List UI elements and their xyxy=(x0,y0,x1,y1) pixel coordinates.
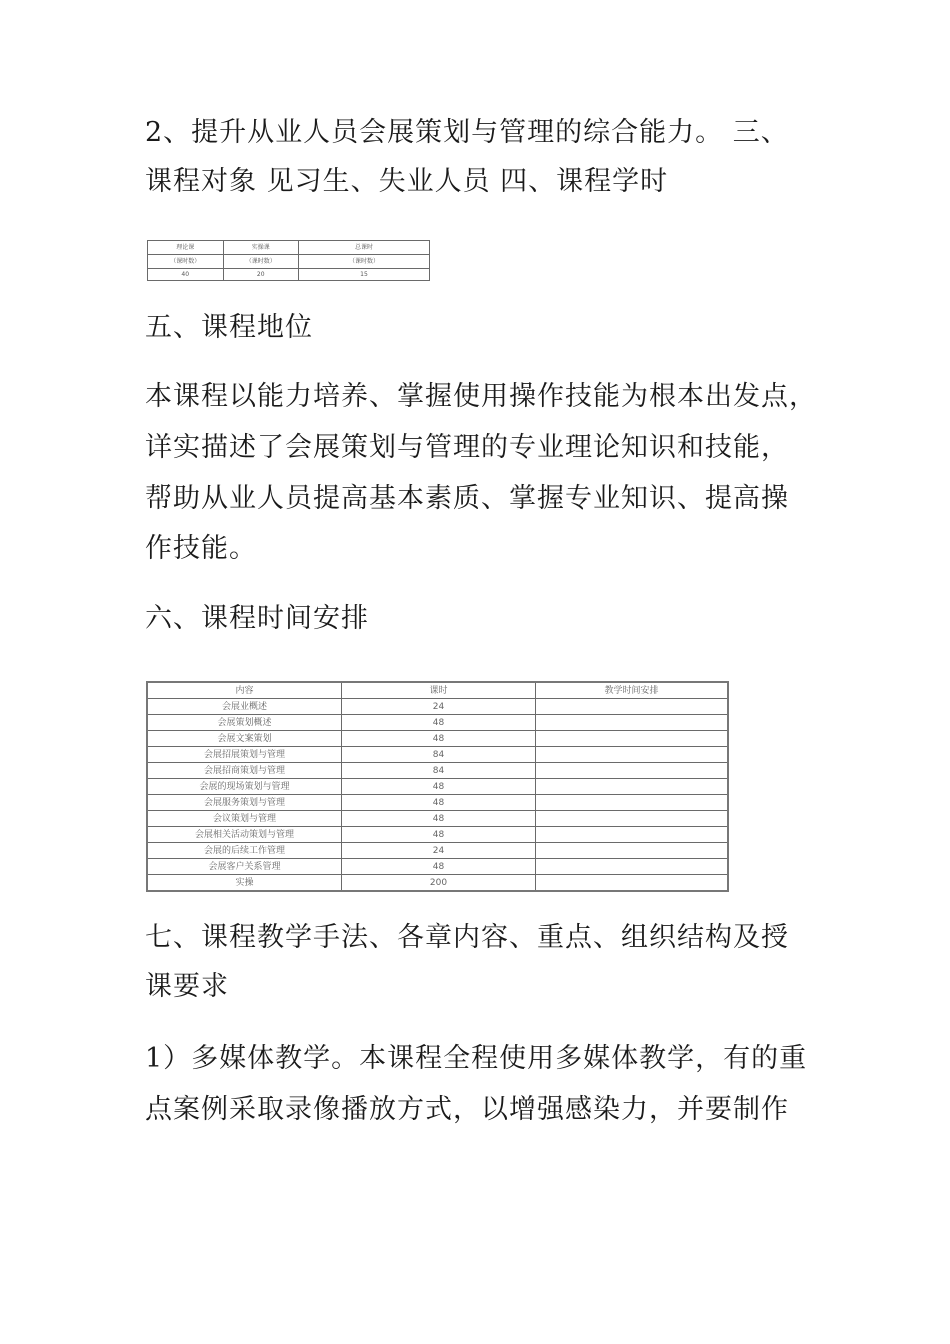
table-header: 总课时 xyxy=(299,241,430,255)
table-row xyxy=(147,875,728,892)
schedule-table xyxy=(146,681,729,892)
paragraph-line: 详实描述了会展策划与管理的专业理论知识和技能， xyxy=(145,432,789,463)
table-header: 内容 xyxy=(147,682,342,699)
section-heading: 课要求 xyxy=(145,971,229,1002)
table-cell xyxy=(536,875,729,892)
table-cell xyxy=(536,763,729,779)
table-row xyxy=(147,747,728,763)
table-cell: 会展相关活动策划与管理 xyxy=(147,827,342,843)
paragraph-line: 课程对象 见习生、失业人员 四、课程学时 xyxy=(145,166,669,197)
table-cell: 48 xyxy=(342,795,536,811)
table-cell xyxy=(536,811,729,827)
table-header: 教学时间安排 xyxy=(536,682,729,699)
table-cell: 84 xyxy=(342,763,536,779)
paragraph-line: 点案例采取录像播放方式，以增强感染力，并要制作 xyxy=(145,1094,789,1125)
table-cell: 48 xyxy=(342,731,536,747)
table-cell xyxy=(536,859,729,875)
table-header: 实操课 xyxy=(223,241,299,255)
table-row xyxy=(147,795,728,811)
table-row xyxy=(147,811,728,827)
table-cell xyxy=(536,715,729,731)
table-cell: 48 xyxy=(342,811,536,827)
table-row xyxy=(147,715,728,731)
table-cell: 会展文案策划 xyxy=(147,731,342,747)
table-cell xyxy=(536,747,729,763)
paragraph-line: 2、提升从业人员会展策划与管理的综合能力。 三、 xyxy=(145,117,789,148)
table-row xyxy=(147,763,728,779)
table-header: 理论课 xyxy=(148,241,224,255)
table-cell xyxy=(536,699,729,715)
table-cell: 48 xyxy=(342,827,536,843)
table-cell: 84 xyxy=(342,747,536,763)
table-cell xyxy=(536,843,729,859)
table-cell xyxy=(536,779,729,795)
table-row xyxy=(147,859,728,875)
table-cell: 48 xyxy=(342,859,536,875)
table-cell xyxy=(536,795,729,811)
table-row xyxy=(147,843,728,859)
table-cell: 会展招商策划与管理 xyxy=(147,763,342,779)
table-row xyxy=(147,827,728,843)
table-cell: 48 xyxy=(342,779,536,795)
table-cell: 40 xyxy=(148,269,224,281)
table-cell xyxy=(536,827,729,843)
table-unit: （课时数） xyxy=(148,255,224,269)
table-cell: 48 xyxy=(342,715,536,731)
table-cell: 会展业概述 xyxy=(147,699,342,715)
table-cell: 会展的后续工作管理 xyxy=(147,843,342,859)
table-unit: （课时数） xyxy=(299,255,430,269)
table-row xyxy=(147,699,728,715)
table-cell: 会展的现场策划与管理 xyxy=(147,779,342,795)
paragraph-line: 帮助从业人员提高基本素质、掌握专业知识、提高操 xyxy=(145,483,789,514)
table-cell: 会展策划概述 xyxy=(147,715,342,731)
table-cell: 200 xyxy=(342,875,536,892)
table-cell: 24 xyxy=(342,699,536,715)
table-row xyxy=(147,779,728,795)
table-cell xyxy=(536,731,729,747)
paragraph-line: 本课程以能力培养、掌握使用操作技能为根本出发点， xyxy=(145,381,817,412)
table-cell: 20 xyxy=(223,269,299,281)
table-row xyxy=(147,731,728,747)
paragraph-line: 作技能。 xyxy=(145,533,257,564)
table-cell: 会展客户关系管理 xyxy=(147,859,342,875)
section-heading: 七、课程教学手法、各章内容、重点、组织结构及授 xyxy=(145,922,789,953)
table-cell: 实操 xyxy=(147,875,342,892)
table-cell: 会议策划与管理 xyxy=(147,811,342,827)
course-hours-table xyxy=(147,240,430,281)
section-heading: 六、课程时间安排 xyxy=(145,603,369,634)
table-header: 课时 xyxy=(342,682,536,699)
paragraph-line: 1）多媒体教学。本课程全程使用多媒体教学，有的重 xyxy=(145,1043,808,1074)
section-heading: 五、课程地位 xyxy=(145,312,313,343)
table-unit: （课时数） xyxy=(223,255,299,269)
table-cell: 24 xyxy=(342,843,536,859)
table-cell: 会展招展策划与管理 xyxy=(147,747,342,763)
table-cell: 会展服务策划与管理 xyxy=(147,795,342,811)
table-cell: 15 xyxy=(299,269,430,281)
